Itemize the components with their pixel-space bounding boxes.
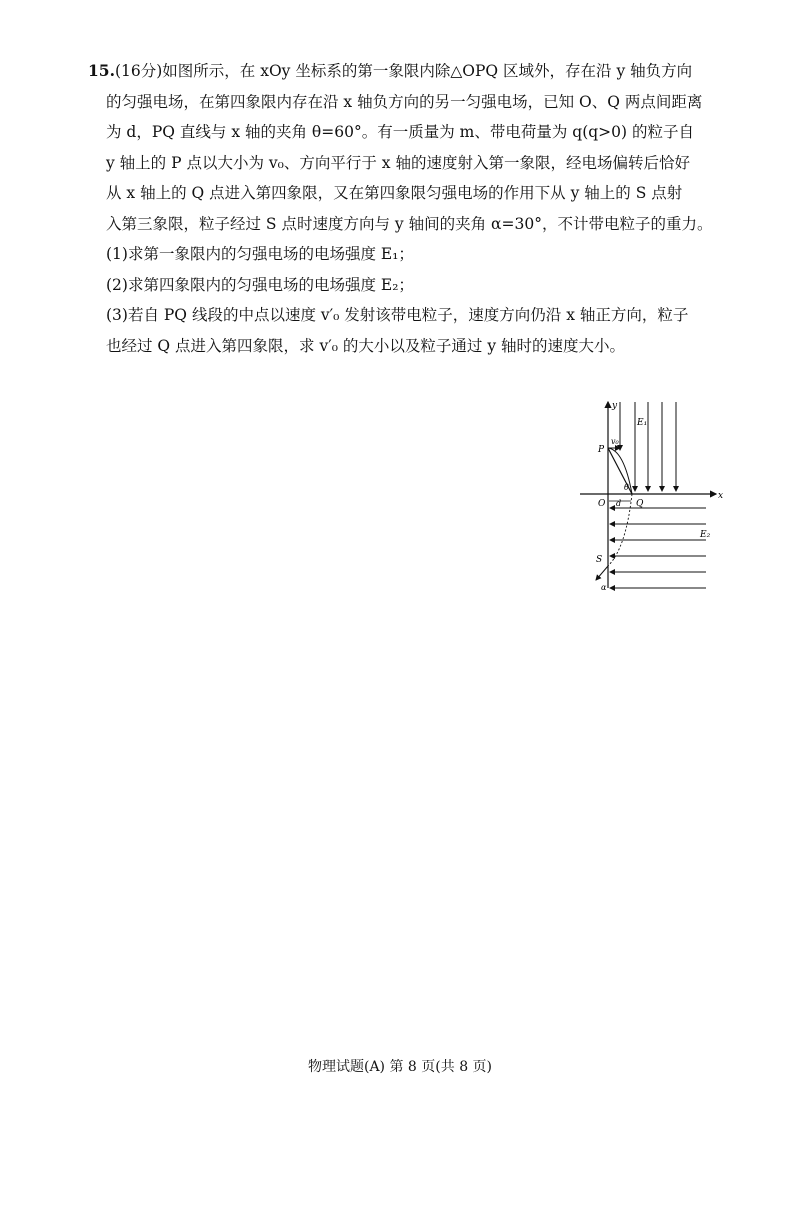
point-o-label: O [598,499,606,509]
field-diagram-svg [576,398,728,594]
problem-line-1 [88,56,738,87]
problem-text-line: 为 d，PQ 直线与 x 轴的夹角 θ=60°。有一质量为 m、带电荷量为 q(q>0) 的粒子自 [106,123,694,141]
y-axis-label: y [612,401,618,411]
x-axis-label: x [718,491,724,501]
problem-text-line: y 轴上的 P 点以大小为 v₀、方向平行于 x 轴的速度射入第一象限，经电场偏转后恰好 [106,153,690,172]
point-s-label: S [596,555,603,565]
s-velocity-arrow [596,566,608,580]
e1-label: E₁ [637,418,648,428]
question-3-line-2: 也经过 Q 点进入第四象限，求 v′₀ 的大小以及粒子通过 y 轴时的速度大小。 [106,336,626,355]
field-diagram [576,398,728,594]
problem-text-line: 入第三象限，粒子经过 S 点时速度方向与 y 轴间的夹角 α=30°，不计带电粒子的重力。 [106,214,713,233]
problem-text-line: 的匀强电场，在第四象限内存在沿 x 轴负方向的另一匀强电场，已知 O、Q 两点间距离 [106,92,703,111]
page-footer: 物理试题(A) 第 8 页(共 8 页) [307,1059,493,1075]
problem-text-line: 如图所示，在 xOy 坐标系的第一象限内除△OPQ 区域外，存在沿 y 轴负方向 [162,62,693,80]
question-2: (2)求第四象限内的匀强电场的电场强度 E₂； [106,275,414,294]
point-p-label: P [598,445,605,455]
theta-label: θ [624,483,629,492]
problem-score: (16分) [114,62,163,80]
point-q-label: Q [636,499,644,509]
d-label: d [616,499,622,508]
e2-label: E₂ [700,530,711,540]
problem-15 [88,56,738,361]
alpha-label: α [601,583,607,592]
problem-number: 15. [88,61,115,80]
question-1: (1)求第一象限内的匀强电场的电场强度 E₁； [106,245,414,263]
question-3-line-1: (3)若自 PQ 线段的中点以速度 v′₀ 发射该带电粒子，速度方向仍沿 x 轴正方向，粒子 [106,306,689,324]
v0-label: v₀ [611,437,619,446]
problem-text-line: 从 x 轴上的 Q 点进入第四象限，又在第四象限匀强电场的作用下从 y 轴上的 S 点射 [106,184,683,202]
